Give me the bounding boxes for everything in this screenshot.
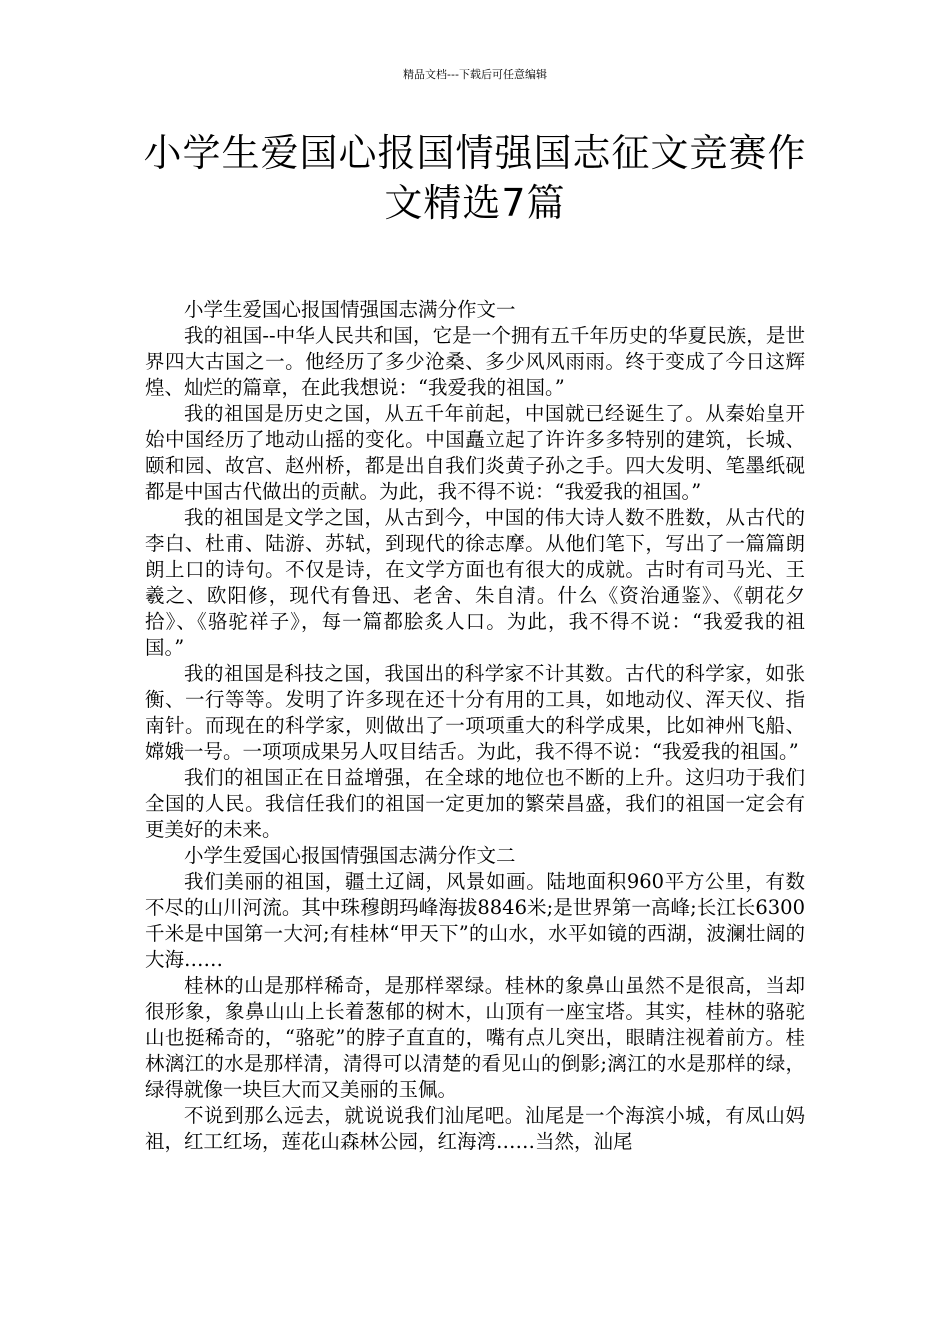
paragraph: 我的祖国--中华人民共和国，它是一个拥有五千年历史的华夏民族，是世界四大古国之一。他经历了多少沧桑、多少风风雨雨。终于变成了今日这辉煌、灿烂的篇章，在此我想说：“我爱我的祖国。”: [145, 324, 805, 399]
paragraph: 我的祖国是历史之国，从五千年前起，中国就已经诞生了。从秦始皇开始中国经历了地动山摇的变化。中国矗立起了许许多多特别的建筑，长城、颐和园、故宫、赵州桥，都是出自我们炎黄子孙之手。四大发明、笔墨纸砚都是中国古代做出的贡献。为此，我不得不说：“我爱我的祖国。”: [145, 402, 805, 503]
section-heading: 小学生爱国心报国情强国志满分作文二: [184, 844, 516, 867]
paragraph: 我们美丽的祖国，疆土辽阔，风景如画。陆地面积960平方公里，有数不尽的山川河流。其中珠穆朗玛峰海拔8846米;是世界第一高峰;长江长6300千米是中国第一大河;有桂林“甲天下”的山水，水平如镜的西湖，波澜壮阔的大海……: [145, 870, 805, 971]
paragraph: 我的祖国是文学之国，从古到今，中国的伟大诗人数不胜数，从古代的李白、杜甫、陆游、苏轼，到现代的徐志摩。从他们笔下，写出了一篇篇朗朗上口的诗句。不仅是诗，在文学方面也有很大的成就。古时有司马光、王羲之、欧阳修，现代有鲁迅、老舍、朱自清。什么《资治通鉴》、《朝花夕拾》、《骆驼祥子》，每一篇都脍炙人口。为此，我不得不说：“我爱我的祖国。”: [145, 506, 805, 659]
title-line-1: 小学生爱国心报国情强国志征文竞赛作: [143, 131, 807, 175]
document-title: [100, 128, 850, 228]
paragraph: 不说到那么远去，就说说我们汕尾吧。汕尾是一个海滨小城，有凤山妈祖，红工红场，莲花山森林公园，红海湾……当然，汕尾: [145, 1104, 805, 1153]
section-heading: 小学生爱国心报国情强国志满分作文一: [184, 298, 516, 321]
document-body: [145, 297, 805, 1155]
paragraph: 桂林的山是那样稀奇，是那样翠绿。桂林的象鼻山虽然不是很高，当却很形象，象鼻山山上长着葱郁的树木，山顶有一座宝塔。其实，桂林的骆驼山也挺稀奇的，“骆驼”的脖子直直的，嘴有点儿突出，眼睛注视着前方。桂林漓江的水是那样清，清得可以清楚的看见山的倒影;漓江的水是那样的绿，绿得就像一块巨大而又美丽的玉佩。: [145, 974, 805, 1101]
paragraph: 我们的祖国正在日益增强，在全球的地位也不断的上升。这归功于我们全国的人民。我信任我们的祖国一定更加的繁荣昌盛，我们的祖国一定会有更美好的未来。: [145, 766, 805, 841]
title-line-2: 文精选7篇: [384, 181, 566, 225]
paragraph: 我的祖国是科技之国，我国出的科学家不计其数。古代的科学家，如张衡、一行等等。发明了许多现在还十分有用的工具，如地动仪、浑天仪、指南针。而现在的科学家，则做出了一项项重大的科学成果，比如神州飞船、嫦娥一号。一项项成果另人叹目结舌。为此，我不得不说：“我爱我的祖国。”: [145, 662, 805, 763]
header-note: 精品文档---下载后可任意编辑: [403, 68, 547, 81]
